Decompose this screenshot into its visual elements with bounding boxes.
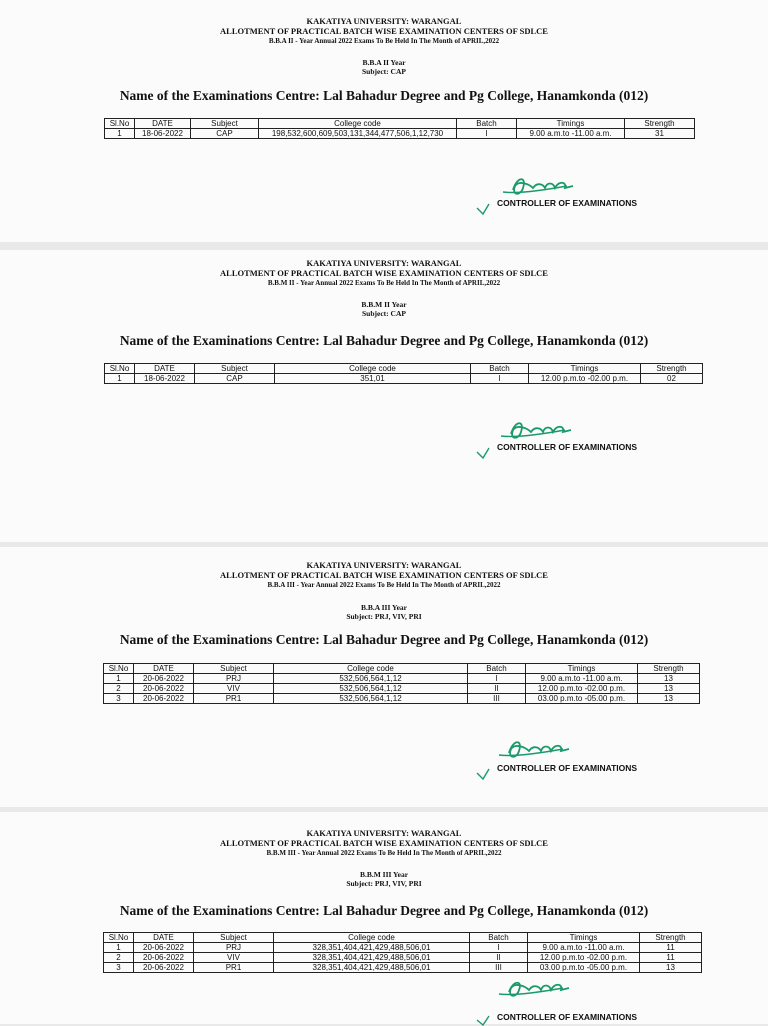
- notice-sheet-bbm-ii: [0, 250, 768, 542]
- year-label: B.B.M III Year: [359, 870, 409, 879]
- notice-header: [0, 560, 768, 590]
- table-row: [104, 694, 700, 704]
- signature-mark: [455, 733, 645, 781]
- column-header: Sl.No: [105, 364, 135, 374]
- column-header: Batch: [457, 119, 517, 129]
- exam-line: B.B.M III - Year Annual 2022 Exams To Be Held In The Month of APRIL,2022: [266, 849, 502, 857]
- table-cell: 3: [104, 694, 134, 704]
- centre-title: Name of the Examinations Centre: Lal Bahadur Degree and Pg College, Hanamkonda (012): [119, 88, 649, 103]
- subject-label: Subject: PRJ, VIV, PRI: [346, 612, 422, 621]
- column-header: Sl.No: [104, 933, 134, 943]
- table-row: [104, 953, 702, 963]
- allotment-title: ALLOTMENT OF PRACTICAL BATCH WISE EXAMINATION CENTERS OF SDLCE: [220, 838, 548, 848]
- allotment-table: [104, 363, 703, 384]
- table-cell: 31: [625, 129, 695, 139]
- controller-signature: [455, 733, 645, 781]
- table-cell: 13: [638, 684, 700, 694]
- column-header: Timings: [517, 119, 625, 129]
- subject-label: Subject: PRJ, VIV, PRI: [346, 879, 422, 888]
- table-cell: 351,01: [275, 374, 471, 384]
- allotment-table: [104, 118, 695, 139]
- table-cell: 03.00 p.m.to -05.00 p.m.: [528, 963, 640, 973]
- column-header: Timings: [528, 933, 640, 943]
- notice-header: [0, 258, 768, 288]
- notice-sheet-bba-ii: [0, 0, 768, 242]
- column-header: College code: [275, 364, 471, 374]
- table-cell: PR1: [194, 694, 274, 704]
- table-cell: 20-06-2022: [134, 684, 194, 694]
- column-header: College code: [274, 664, 468, 674]
- table-cell: 9.00 a.m.to -11.00 a.m.: [517, 129, 625, 139]
- year-block: [0, 300, 768, 318]
- table-cell: VIV: [194, 953, 274, 963]
- controller-label: CONTROLLER OF EXAMINATIONS: [497, 198, 638, 208]
- allotment-title: ALLOTMENT OF PRACTICAL BATCH WISE EXAMINATION CENTERS OF SDLCE: [220, 26, 548, 36]
- centre-title: Name of the Examinations Centre: Lal Bahadur Degree and Pg College, Hanamkonda (012): [119, 333, 649, 348]
- table-cell: I: [468, 674, 526, 684]
- table-cell: VIV: [194, 684, 274, 694]
- allotment-table: [103, 663, 700, 704]
- column-header: Strength: [625, 119, 695, 129]
- column-header: Batch: [468, 664, 526, 674]
- table-cell: 02: [641, 374, 703, 384]
- notice-sheet-bbm-iii: [0, 812, 768, 1024]
- table-cell: 2: [104, 684, 134, 694]
- year-label: B.B.M II Year: [361, 300, 407, 309]
- table-cell: 532,506,564,1,12: [274, 684, 468, 694]
- column-header: Batch: [471, 364, 529, 374]
- column-header: Strength: [638, 664, 700, 674]
- column-header: College code: [274, 933, 470, 943]
- table-cell: 328,351,404,421,429,488,506,01: [274, 963, 470, 973]
- table-row: [104, 943, 702, 953]
- controller-label: CONTROLLER OF EXAMINATIONS: [497, 1012, 638, 1022]
- table-cell: III: [468, 694, 526, 704]
- table-cell: 20-06-2022: [134, 943, 194, 953]
- table-cell: 9.00 a.m.to -11.00 a.m.: [526, 674, 638, 684]
- exam-line: B.B.A III - Year Annual 2022 Exams To Be Held In The Month of APRIL,2022: [267, 581, 501, 589]
- table-cell: II: [470, 953, 528, 963]
- allotment-title: ALLOTMENT OF PRACTICAL BATCH WISE EXAMINATION CENTERS OF SDLCE: [220, 570, 548, 580]
- table-cell: 198,532,600,609,503,131,344,477,506,1,12,730: [259, 129, 457, 139]
- column-header: College code: [259, 119, 457, 129]
- table-header-row: [104, 933, 702, 943]
- table-cell: 1: [104, 674, 134, 684]
- allotment-table: [103, 932, 702, 973]
- column-header: Timings: [529, 364, 641, 374]
- table-cell: CAP: [191, 129, 259, 139]
- column-header: DATE: [134, 933, 194, 943]
- table-cell: II: [468, 684, 526, 694]
- table-row: [104, 674, 700, 684]
- signature-mark: [455, 412, 645, 460]
- table-header-row: [105, 119, 695, 129]
- table-cell: III: [470, 963, 528, 973]
- year-block: [0, 58, 768, 76]
- table-cell: I: [471, 374, 529, 384]
- table-row: [105, 129, 695, 139]
- year-block: [0, 870, 768, 888]
- table-cell: PRJ: [194, 943, 274, 953]
- university-title: KAKATIYA UNIVERSITY: WARANGAL: [306, 828, 462, 838]
- subject-label: Subject: CAP: [362, 67, 406, 76]
- controller-signature: [455, 978, 645, 1026]
- column-header: Subject: [194, 933, 274, 943]
- column-header: Strength: [641, 364, 703, 374]
- table-cell: 13: [640, 963, 702, 973]
- year-block: [0, 603, 768, 621]
- table-row: [104, 963, 702, 973]
- table-row: [105, 374, 703, 384]
- table-cell: 03.00 p.m.to -05.00 p.m.: [526, 694, 638, 704]
- table-cell: I: [470, 943, 528, 953]
- column-header: Strength: [640, 933, 702, 943]
- table-cell: 1: [105, 374, 135, 384]
- table-cell: 20-06-2022: [134, 953, 194, 963]
- column-header: Timings: [526, 664, 638, 674]
- table-cell: 532,506,564,1,12: [274, 674, 468, 684]
- column-header: DATE: [134, 664, 194, 674]
- year-label: B.B.A III Year: [361, 603, 407, 612]
- table-cell: 18-06-2022: [135, 374, 195, 384]
- table-cell: 20-06-2022: [134, 674, 194, 684]
- table-cell: 13: [638, 674, 700, 684]
- controller-signature: [455, 412, 645, 460]
- table-cell: 20-06-2022: [134, 963, 194, 973]
- table-cell: 18-06-2022: [135, 129, 191, 139]
- table-cell: 12.00 p.m.to -02.00 p.m.: [528, 953, 640, 963]
- signature-mark: [455, 168, 645, 216]
- notice-sheet-bba-iii: [0, 547, 768, 807]
- table-cell: 328,351,404,421,429,488,506,01: [274, 943, 470, 953]
- table-cell: 12.00 p.m.to -02.00 p.m.: [526, 684, 638, 694]
- table-cell: CAP: [195, 374, 275, 384]
- centre-title: Name of the Examinations Centre: Lal Bahadur Degree and Pg College, Hanamkonda (012): [119, 903, 649, 918]
- controller-label: CONTROLLER OF EXAMINATIONS: [497, 763, 638, 773]
- table-cell: PR1: [194, 963, 274, 973]
- column-header: Sl.No: [104, 664, 134, 674]
- notice-header: [0, 828, 768, 858]
- table-cell: I: [457, 129, 517, 139]
- table-cell: 3: [104, 963, 134, 973]
- university-title: KAKATIYA UNIVERSITY: WARANGAL: [306, 16, 462, 26]
- table-cell: 13: [638, 694, 700, 704]
- table-cell: 328,351,404,421,429,488,506,01: [274, 953, 470, 963]
- table-cell: 9.00 a.m.to -11.00 a.m.: [528, 943, 640, 953]
- exam-line: B.B.A II - Year Annual 2022 Exams To Be Held In The Month of APRIL,2022: [268, 37, 500, 45]
- university-title: KAKATIYA UNIVERSITY: WARANGAL: [306, 560, 462, 570]
- column-header: Sl.No: [105, 119, 135, 129]
- year-label: B.B.A II Year: [362, 58, 406, 67]
- table-header-row: [104, 664, 700, 674]
- table-cell: 2: [104, 953, 134, 963]
- notice-header: [0, 16, 768, 46]
- table-cell: 12.00 p.m.to -02.00 p.m.: [529, 374, 641, 384]
- table-header-row: [105, 364, 703, 374]
- table-cell: 1: [104, 943, 134, 953]
- subject-label: Subject: CAP: [362, 309, 406, 318]
- column-header: DATE: [135, 119, 191, 129]
- exam-line: B.B.M II - Year Annual 2022 Exams To Be Held In The Month of APRIL,2022: [267, 279, 501, 287]
- column-header: Subject: [195, 364, 275, 374]
- university-title: KAKATIYA UNIVERSITY: WARANGAL: [306, 258, 462, 268]
- table-cell: PRJ: [194, 674, 274, 684]
- table-cell: 11: [640, 943, 702, 953]
- table-cell: 1: [105, 129, 135, 139]
- column-header: Batch: [470, 933, 528, 943]
- table-cell: 20-06-2022: [134, 694, 194, 704]
- table-row: [104, 684, 700, 694]
- column-header: Subject: [191, 119, 259, 129]
- column-header: DATE: [135, 364, 195, 374]
- table-cell: 532,506,564,1,12: [274, 694, 468, 704]
- centre-title: Name of the Examinations Centre: Lal Bahadur Degree and Pg College, Hanamkonda (012): [119, 632, 649, 647]
- allotment-title: ALLOTMENT OF PRACTICAL BATCH WISE EXAMINATION CENTERS OF SDLCE: [220, 268, 548, 278]
- controller-label: CONTROLLER OF EXAMINATIONS: [497, 442, 638, 452]
- table-cell: 11: [640, 953, 702, 963]
- column-header: Subject: [194, 664, 274, 674]
- controller-signature: [455, 168, 645, 216]
